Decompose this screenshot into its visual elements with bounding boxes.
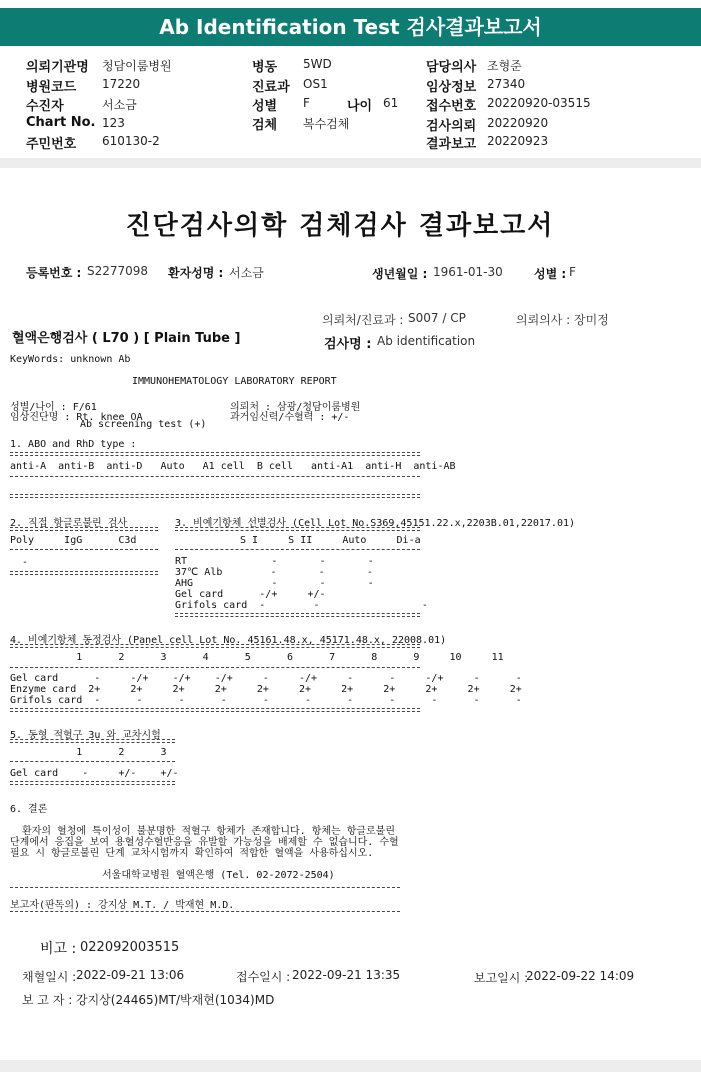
rule — [10, 476, 420, 477]
reg-label: 등록번호 : — [26, 266, 82, 280]
meta-label: 수진자 — [26, 99, 64, 114]
meta-label: 나이 — [347, 99, 373, 114]
meta-value: F — [303, 96, 310, 110]
testname-value: Ab identification — [377, 334, 476, 348]
rule — [10, 644, 420, 648]
meta-value: 61 — [383, 96, 399, 110]
doctor-label: 의뢰의사 : — [516, 313, 571, 327]
receive-label: 접수일시 : — [236, 970, 291, 984]
reporter-label: 보 고 자 : — [22, 993, 73, 1007]
section-2-columns: Poly IgG C3d — [10, 535, 137, 546]
meta-value: 서소금 — [102, 98, 137, 112]
rule — [10, 452, 420, 456]
rule — [10, 571, 158, 575]
report-time-value: 2022-09-22 14:09 — [526, 969, 635, 983]
keywords-line: KeyWords: unknown Ab — [10, 354, 131, 365]
rule — [10, 911, 400, 912]
report-title: 진단검사의학 검체검사 결과보고서 — [125, 211, 555, 241]
section-3-row: Grifols card - - - — [175, 600, 428, 611]
collect-value: 2022-09-21 13:06 — [76, 968, 185, 982]
patient-label: 환자성명 : — [168, 266, 224, 280]
section-3-columns: S I S II Auto Di-a — [240, 535, 421, 546]
receive-value: 2022-09-21 13:35 — [292, 968, 401, 982]
dob-label: 생년월일 : — [372, 267, 428, 281]
meta-value: 20220920 — [487, 116, 549, 130]
separator-band — [0, 158, 701, 168]
meta-label: 병원코드 — [26, 80, 77, 95]
referrer-line: 의뢰처 : 삼광/청담이룸병원 — [230, 402, 361, 413]
conclusion-line: 단계에서 응집을 보여 용혈성수혈반응을 유발할 가능성을 배제할 수 없습니다. 수혈 — [10, 837, 399, 848]
section-3-row: RT - - - — [175, 556, 374, 567]
section-5-row: Gel card - +/- +/- — [10, 768, 179, 779]
note-value: 022092003515 — [80, 940, 180, 955]
meta-value: 123 — [102, 116, 125, 130]
meta-label: 담당의사 — [426, 60, 477, 75]
section-4-row: Enzyme card 2+ 2+ 2+ 2+ 2+ 2+ 2+ 2+ 2+ 2+ 2+ — [10, 684, 522, 695]
note-label: 비고 : — [40, 941, 77, 957]
rule — [10, 781, 175, 785]
meta-value: 복수검체 — [303, 117, 350, 131]
rule — [10, 887, 400, 888]
section-3-row: AHG - - - — [175, 578, 374, 589]
rule — [10, 739, 175, 743]
reporter-line: 보고자(판독의) : 강지상 M.T. / 박재현 M.D. — [10, 900, 235, 911]
meta-value: 610130-2 — [102, 134, 160, 148]
conclusion-line: 필요 시 항글로불린 단계 교차시험까지 확인하여 적합한 혈액을 사용하십시오. — [10, 848, 374, 859]
sex-age-line: 성별/나이 : F/61 — [10, 402, 97, 413]
meta-value: 5WD — [303, 57, 332, 71]
meta-label: 병동 — [252, 60, 278, 75]
rule — [10, 494, 420, 498]
patient-value: 서소금 — [229, 266, 264, 280]
section-1-columns: anti-A anti-B anti-D Auto A1 cell B cell anti-A1 anti-H anti-AB — [10, 461, 456, 472]
rule — [10, 667, 420, 668]
history-line: 과거임신력/수혈력 : +/- — [230, 412, 350, 423]
section-5-columns: 1 2 3 — [10, 747, 167, 758]
meta-label: 접수번호 — [426, 99, 477, 114]
report-time-label: 보고일시 : — [474, 971, 529, 985]
section-4-row: Grifols card - - - - - - - - - - - — [10, 695, 522, 706]
dept-value: S007 / CP — [408, 311, 466, 325]
meta-label: 임상정보 — [426, 80, 477, 95]
test-title: 혈액은행검사 ( L70 ) [ Plain Tube ] — [12, 331, 241, 346]
lab-report-heading: IMMUNOHEMATOLOGY LABORATORY REPORT — [132, 376, 337, 387]
collect-label: 채혈일시 : — [22, 970, 77, 984]
section-2-value: - — [10, 557, 29, 568]
rule — [10, 708, 420, 712]
rule — [10, 527, 158, 531]
section-1-title: 1. ABO and RhD type : — [10, 439, 137, 450]
meta-label: Chart No. — [26, 115, 96, 130]
rule — [10, 761, 175, 762]
conclusion-line: 환자의 혈청에 특이성이 불분명한 적혈구 항체가 존재합니다. 항체는 항글로불린 — [10, 826, 396, 837]
section-5-title: 5. 동형 적혈구 3u 와 교차시험 — [10, 730, 161, 741]
meta-label: 성별 — [252, 99, 278, 114]
section-4-title: 4. 비예기항체 동정검사 (Panel cell Lot No. 45161.48.x, 45171.48.x, 22008.01) — [10, 635, 447, 646]
testname-label: 검사명 : — [324, 337, 372, 352]
doctor-value: 장미정 — [574, 313, 609, 327]
meta-value: 20220923 — [487, 134, 549, 148]
meta-label: 검사의뢰 — [426, 119, 477, 134]
section-4-columns: 1 2 3 4 5 6 7 8 9 10 11 — [10, 652, 504, 663]
meta-value: 17220 — [102, 77, 141, 91]
dob-value: 1961-01-30 — [433, 265, 503, 279]
section-3-row: Gel card -/+ +/- — [175, 589, 326, 600]
sex-label: 성별 : — [534, 267, 567, 281]
section-2-title: 2. 직접 항글로불린 검사 — [10, 518, 128, 529]
meta-value: 청담이룸병원 — [102, 59, 172, 73]
sex-value: F — [569, 265, 576, 279]
screening-line: Ab screening test (+) — [80, 419, 207, 430]
meta-label: 의뢰기관명 — [26, 60, 89, 75]
section-4-row: Gel card - -/+ -/+ -/+ - -/+ - - -/+ - - — [10, 673, 522, 684]
meta-value: OS1 — [303, 77, 328, 91]
meta-value: 20220920-03515 — [487, 96, 591, 110]
reporter-value: 강지상(24465)MT/박재현(1034)MD — [76, 993, 275, 1007]
rule — [10, 549, 158, 550]
meta-label: 결과보고 — [426, 137, 477, 152]
report-header-title: Ab Identification Test 검사결과보고서 — [159, 15, 542, 39]
rule — [175, 549, 420, 550]
section-6-title: 6. 결론 — [10, 804, 48, 815]
bottom-band — [0, 1060, 701, 1072]
meta-value: 조형준 — [487, 59, 522, 73]
dept-label: 의뢰처/진료과 : — [322, 313, 404, 327]
meta-label: 검체 — [252, 118, 278, 133]
diagnosis-line: 임상진단명 : Rt. knee OA — [10, 412, 143, 423]
meta-value: 27340 — [487, 77, 526, 91]
meta-label: 진료과 — [252, 80, 290, 95]
section-3-row: 37℃ Alb - - - — [175, 567, 373, 578]
section-3-title: 3. 비예기항체 선별검사 (Cell Lot No.S369,45151.22.x,2203B.01,22017.01) — [175, 518, 576, 529]
blood-bank-line: 서울대학교병원 혈액은행 (Tel. 02-2072-2504) — [102, 870, 335, 881]
reg-value: S2277098 — [87, 264, 149, 278]
rule — [175, 527, 420, 531]
meta-label: 주민번호 — [26, 137, 77, 152]
report-header-bar — [0, 8, 701, 46]
rule — [175, 613, 420, 617]
